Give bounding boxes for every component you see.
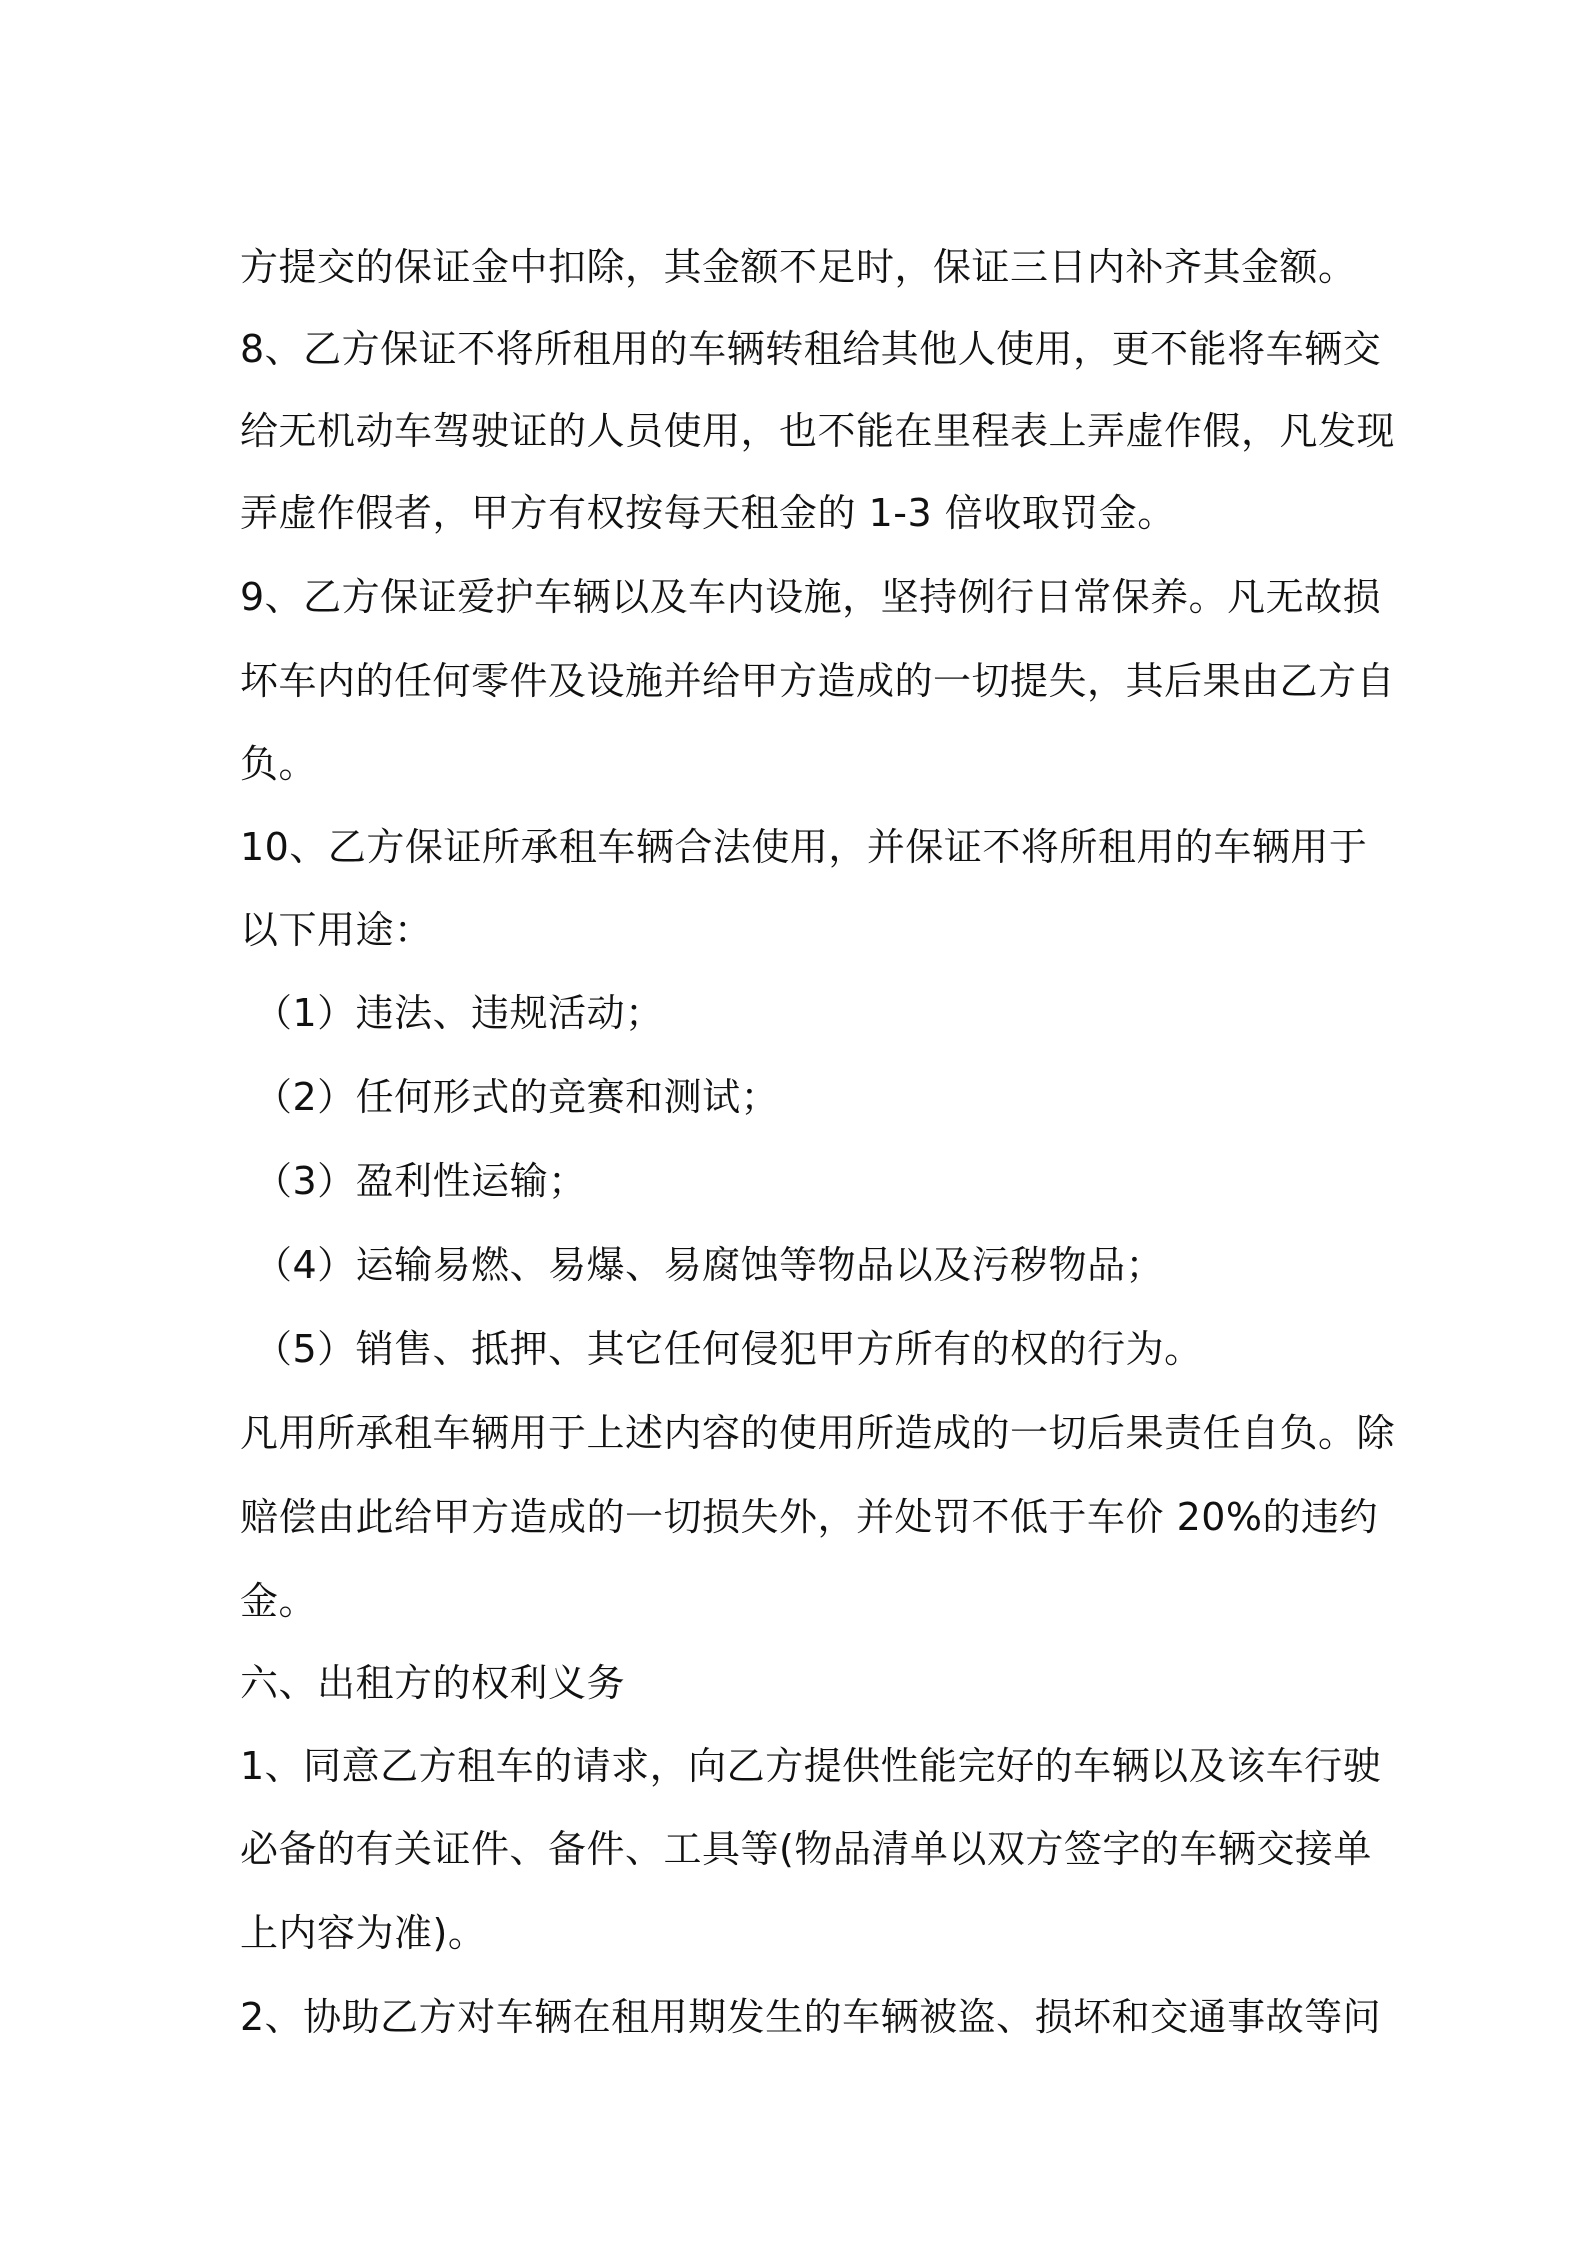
text-line: 方提交的保证金中扣除，其金额不足时，保证三日内补齐其金额。 <box>240 245 1357 289</box>
text-line: 赔偿由此给甲方造成的一切损失外，并处罚不低于车价 20%的违约 <box>240 1495 1379 1539</box>
text-line: 8、乙方保证不将所租用的车辆转租给其他人使用，更不能将车辆交 <box>240 327 1382 371</box>
text-line: 以下用途： <box>240 908 433 952</box>
text-line: 1、同意乙方租车的请求，向乙方提供性能完好的车辆以及该车行驶 <box>240 1744 1382 1788</box>
text-line: 负。 <box>240 742 318 786</box>
text-line: 凡用所承租车辆用于上述内容的使用所造成的一切后果责任自负。除 <box>240 1411 1396 1455</box>
text-line: 给无机动车驾驶证的人员使用，也不能在里程表上弄虚作假，凡发现 <box>240 409 1396 453</box>
text-line: 上内容为准)。 <box>240 1911 487 1955</box>
list-item: （5）销售、抵押、其它任何侵犯甲方所有的权的行为。 <box>254 1327 1203 1371</box>
text-line: 金。 <box>240 1579 318 1623</box>
list-item: （1）违法、违规活动； <box>254 991 664 1035</box>
text-line: 必备的有关证件、备件、工具等(物品清单以双方签字的车辆交接单 <box>240 1827 1372 1871</box>
list-item: （4）运输易燃、易爆、易腐蚀等物品以及污秽物品； <box>254 1243 1165 1287</box>
text-line: 10、乙方保证所承租车辆合法使用，并保证不将所租用的车辆用于 <box>240 825 1368 869</box>
text-line: 弄虚作假者，甲方有权按每天租金的 1-3 倍收取罚金。 <box>240 491 1176 535</box>
section-heading: 六、出租方的权利义务 <box>240 1661 626 1705</box>
list-item: （2）任何形式的竞赛和测试； <box>254 1075 780 1119</box>
text-line: 9、乙方保证爱护车辆以及车内设施，坚持例行日常保养。凡无故损 <box>240 575 1382 619</box>
text-line: 2、协助乙方对车辆在租用期发生的车辆被盗、损坏和交通事故等问 <box>240 1995 1382 2039</box>
text-line: 坏车内的任何零件及设施并给甲方造成的一切提失，其后果由乙方自 <box>240 659 1396 703</box>
list-item: （3）盈利性运输； <box>254 1159 587 1203</box>
